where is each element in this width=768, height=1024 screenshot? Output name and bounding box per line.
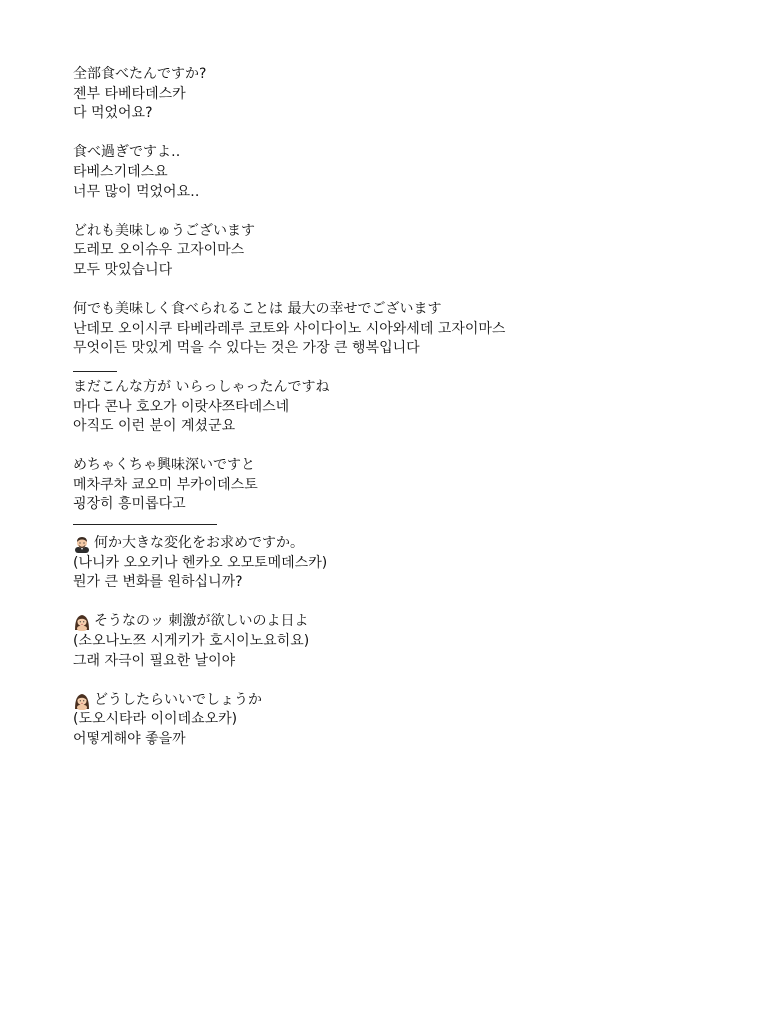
document-body <box>73 65 733 750</box>
japanese-text: そうなのッ 刺激が欲しいのよ日よ <box>94 613 309 630</box>
spacer <box>73 281 733 301</box>
korean-line: 모두 맛있습니다 <box>73 261 173 278</box>
man-avatar-icon <box>73 535 91 553</box>
pronunciation-line: (나니카 오오키나 헨카오 오모토메데스카) <box>73 554 328 571</box>
spacer <box>73 593 733 613</box>
long-divider <box>73 524 217 525</box>
pronunciation-line: (소오나노쯔 시게키가 호시이노요히요) <box>73 633 310 650</box>
pronunciation-line: 메차쿠차 쿄오미 부카이데스토 <box>73 476 258 493</box>
japanese-line: 食べ過ぎですよ‥ <box>73 144 181 161</box>
korean-line: 너무 많이 먹었어요‥ <box>73 183 200 200</box>
japanese-line: どれも美味しゅうございます <box>73 222 255 239</box>
dialogue-line-woman <box>73 691 733 711</box>
japanese-line: まだこんな方が いらっしゃったんですね <box>73 378 330 395</box>
pronunciation-line: (도오시타라 이이데쇼오카) <box>73 711 238 728</box>
short-divider <box>73 371 117 372</box>
pronunciation-line: 도레모 오이슈우 고자이마스 <box>73 242 245 259</box>
pronunciation-line: 마다 콘나 호오가 이랏샤쯔타데스네 <box>73 398 290 415</box>
pronunciation-line: 타베스기데스요 <box>73 163 168 180</box>
spacer <box>73 202 733 222</box>
korean-line: 어떻게해야 좋을까 <box>73 731 186 747</box>
woman-avatar-icon <box>73 692 91 710</box>
spacer <box>73 671 733 691</box>
korean-line: 그래 자극이 필요한 날이야 <box>73 652 236 669</box>
korean-line: 다 먹었어요? <box>73 105 153 122</box>
korean-line: 아직도 이런 분이 계셨군요 <box>73 418 236 435</box>
korean-line: 굉장히 흥미롭다고 <box>73 496 186 513</box>
pronunciation-line: 난데모 오이시쿠 타베라레루 코토와 사이다이노 시아와세데 고자이마스 <box>73 320 506 337</box>
pronunciation-line: 젠부 타베타데스카 <box>73 85 186 102</box>
woman-avatar-icon <box>73 613 91 631</box>
spacer <box>73 437 733 457</box>
japanese-text: どうしたらいいでしょうか <box>94 691 262 708</box>
korean-line: 무엇이든 맛있게 먹을 수 있다는 것은 가장 큰 행복입니다 <box>73 340 420 357</box>
japanese-line: めちゃくちゃ興味深いですと <box>73 457 255 474</box>
japanese-line: 全部食べたんですか? <box>73 66 207 82</box>
dialogue-line-man <box>73 534 733 554</box>
dialogue-line-woman <box>73 612 733 632</box>
japanese-line: 何でも美味しく食べられることは 最大の幸せでございます <box>73 301 442 318</box>
korean-line: 뭔가 큰 변화를 원하십니까? <box>73 574 243 591</box>
spacer <box>73 124 733 144</box>
japanese-text: 何か大きな変化をお求めですか。 <box>94 535 304 552</box>
